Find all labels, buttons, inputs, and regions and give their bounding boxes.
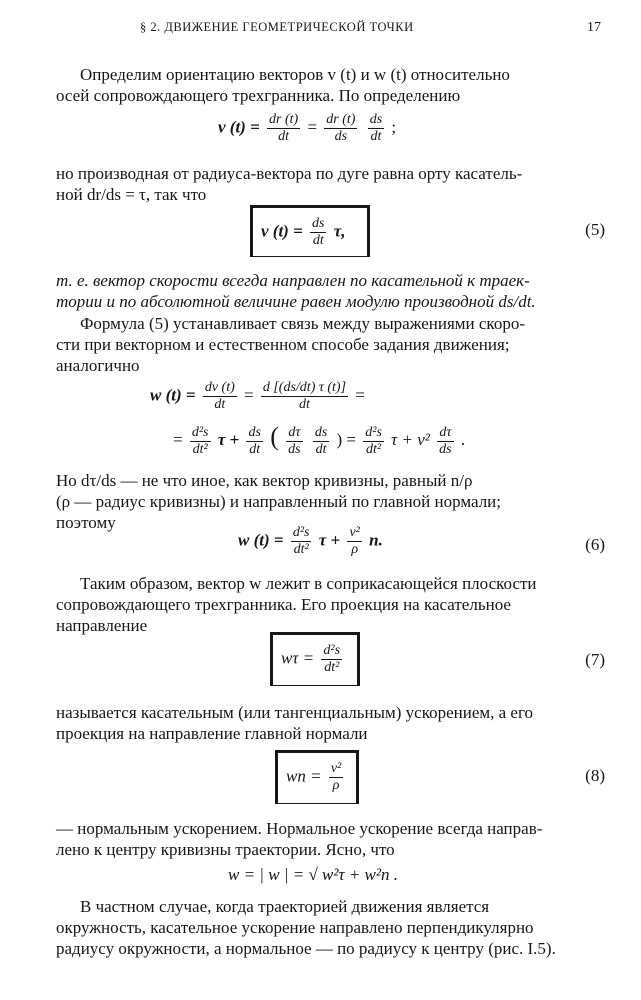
text-line: проекция на направление главной нормали bbox=[56, 724, 368, 743]
paragraph-2 bbox=[56, 163, 604, 205]
equation-modulus: w = | w | = √ w²τ + w²n . bbox=[228, 865, 398, 884]
fraction: $\frac{ds}{dt}$ bbox=[369, 112, 383, 144]
paragraph-9 bbox=[56, 896, 628, 959]
boxed-equation-7: wτ = $\frac{\text{d²s}}{\text{dt²}}$ bbox=[270, 632, 360, 686]
equation-number-5: (5) bbox=[585, 220, 605, 239]
text-line: но производная от радиуса-вектора по дуге равна орту касатель- bbox=[56, 164, 523, 183]
eq-lhs: v (t) = bbox=[218, 117, 260, 137]
text-line: Но dτ/ds — не что иное, как вектор кривизны, равный n/ρ bbox=[56, 471, 473, 490]
text-line: радиусу окружности, а нормальное — по радиусу к центру (рис. I.5). bbox=[56, 939, 556, 958]
text-line: окружность, касательное ускорение направлено перпендикулярно bbox=[56, 918, 534, 937]
text-line: аналогично bbox=[56, 356, 140, 375]
text-line: (ρ — радиус кривизны) и направленный по главной нормали; bbox=[56, 492, 502, 511]
text-line: сопровождающего трехгранника. Его проекция на касательное bbox=[56, 595, 511, 614]
fraction: $\frac{dr (t)}{ds}$ bbox=[326, 112, 356, 144]
text-line: ной dr/ds = τ, так что bbox=[56, 185, 207, 204]
boxed-equation-8: wn = $\frac{\text{v²}}{\rho}$ bbox=[275, 750, 359, 804]
fraction: $\frac{ds}{dt}$ bbox=[312, 216, 325, 248]
text-line: т. е. вектор скорости всегда направлен по касательной к траек- bbox=[56, 271, 530, 290]
equation-acceleration-2: = $\frac{\text{d²s}}{\text{dt²}}$ τ + $\frac{ds}{dt}$ ( $\frac{d\tau}{ds}$ $\frac{ds}{dt}$ ) = $\frac{\text{d²s}}{\text{dt²}}$ τ + v² $\frac{d\tau}{ds}$ . bbox=[173, 422, 466, 457]
fraction: $\frac{d [(ds/dt) \tau (t)]}{dt}$ bbox=[262, 380, 347, 412]
page-number: 17 bbox=[587, 20, 601, 35]
text-line: называется касательным (или тангенциальным) ускорением, а его bbox=[56, 703, 534, 722]
text-line: В частном случае, когда траекторией движения является bbox=[80, 897, 490, 916]
running-header: § 2. ДВИЖЕНИЕ ГЕОМЕТРИЧЕСКОЙ ТОЧКИ bbox=[140, 20, 414, 34]
paragraph-6 bbox=[56, 573, 628, 636]
equation-velocity: v (t) = $\frac{dr (t)}{dt}$ = $\frac{dr (t)}{ds}$ $\frac{ds}{dt}$ ; bbox=[218, 112, 397, 144]
text-line: лено к центру кривизны траектории. Ясно, что bbox=[56, 840, 395, 859]
paragraph-7 bbox=[56, 702, 604, 744]
paragraph-3 bbox=[56, 270, 604, 312]
text-line: Формула (5) устанавливает связь между выражениями скоро- bbox=[80, 314, 525, 333]
text-line: сти при векторном и естественном способе задания движения; bbox=[56, 335, 510, 354]
text-line: осей сопровождающего трехгранника. По определению bbox=[56, 86, 461, 105]
equation-acceleration-1: w (t) = $\frac{dv (t)}{dt}$ = $\frac{d [(ds/dt) \tau (t)]}{dt}$ = bbox=[150, 380, 365, 412]
text-line: направление bbox=[56, 616, 148, 635]
equation-number-8: (8) bbox=[585, 766, 605, 785]
text-line: Таким образом, вектор w лежит в соприкасающейся плоскости bbox=[80, 574, 537, 593]
boxed-equation-5: v (t) = $\frac{ds}{dt}$ τ, bbox=[250, 205, 370, 257]
equation-6: w (t) = $\frac{\text{d²s}}{\text{dt²}}$ τ + $\frac{\text{v²}}{\rho}$ n. bbox=[238, 525, 383, 557]
text-line: Определим ориентацию векторов v (t) и w (t) относительно bbox=[80, 65, 510, 84]
fraction: $\frac{dv (t)}{dt}$ bbox=[204, 380, 235, 412]
paragraph-5 bbox=[56, 470, 604, 533]
equation-number-7: (7) bbox=[585, 650, 605, 669]
paragraph-4 bbox=[56, 313, 628, 376]
text-line: поэтому bbox=[56, 513, 116, 532]
fraction: $\frac{dr (t)}{dt}$ bbox=[269, 112, 299, 144]
paragraph-1 bbox=[56, 64, 628, 106]
text-line: тории и по абсолютной величине равен модулю производной ds/dt. bbox=[56, 292, 536, 311]
text-line: — нормальным ускорением. Нормальное ускорение всегда направ- bbox=[56, 819, 543, 838]
paragraph-8 bbox=[56, 818, 604, 860]
equation-number-6: (6) bbox=[585, 535, 605, 554]
